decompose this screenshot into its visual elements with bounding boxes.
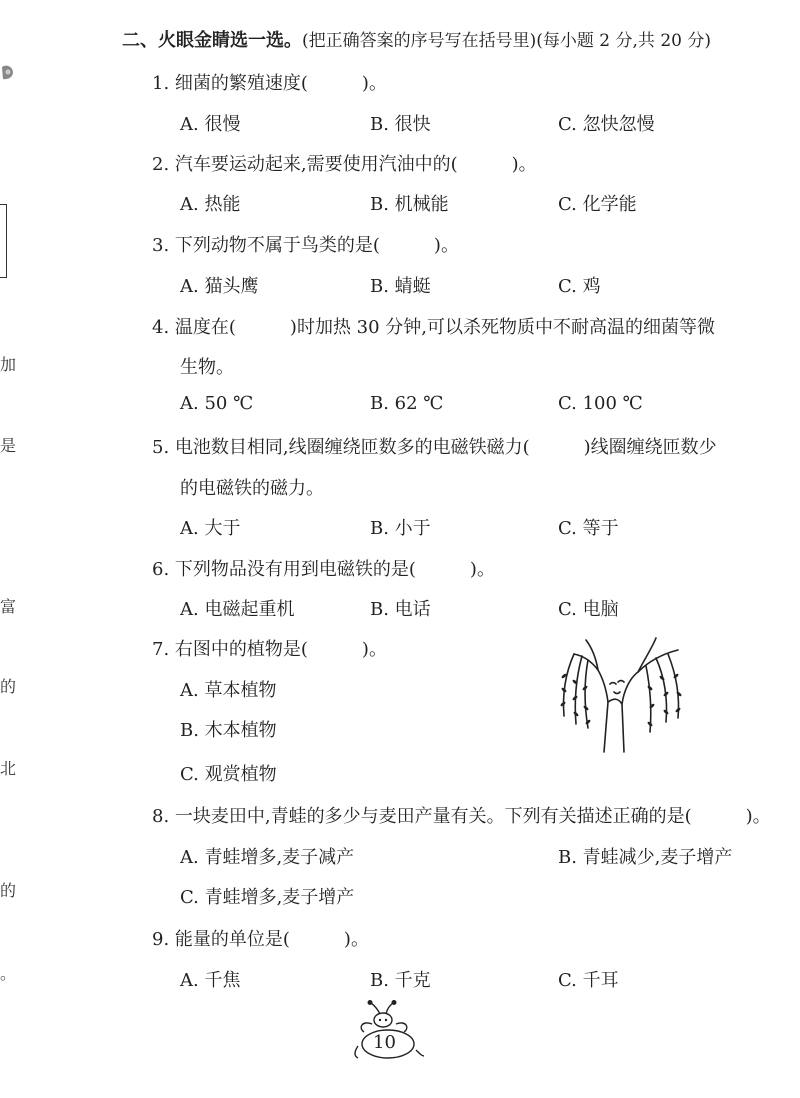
option-a: A. 青蛙增多,麦子减产 bbox=[180, 847, 355, 868]
option-b: B. 千克 bbox=[370, 970, 431, 991]
edge-char: 的 bbox=[0, 881, 17, 900]
option-a: A. 千焦 bbox=[180, 970, 241, 991]
question-stem: 5. 电池数目相同,线圈缠绕匝数多的电磁铁磁力( )线圈缠绕匝数少 bbox=[152, 437, 717, 458]
left-edge-box bbox=[0, 204, 7, 278]
option-a: A. 电磁起重机 bbox=[180, 599, 295, 620]
option-c: C. 等于 bbox=[558, 518, 619, 539]
option-a: A. 50 ℃ bbox=[180, 393, 254, 414]
option-a: A. 热能 bbox=[180, 194, 241, 215]
option-b: B. 62 ℃ bbox=[370, 393, 444, 414]
option-c: C. 忽快忽慢 bbox=[558, 114, 655, 135]
question-stem: 6. 下列物品没有用到电磁铁的是( )。 bbox=[152, 559, 495, 580]
section-title bbox=[122, 26, 711, 52]
option-c: C. 青蛙增多,麦子增产 bbox=[180, 887, 355, 908]
question-stem-continued: 的电磁铁的磁力。 bbox=[180, 478, 324, 499]
option-b: B. 青蛙减少,麦子增产 bbox=[558, 847, 733, 868]
option-b: B. 木本植物 bbox=[180, 720, 277, 741]
question-stem: 9. 能量的单位是( )。 bbox=[152, 929, 369, 950]
question-stem: 8. 一块麦田中,青蛙的多少与麦田产量有关。下列有关描述正确的是( )。 bbox=[152, 806, 771, 827]
option-b: B. 电话 bbox=[370, 599, 431, 620]
option-c: C. 鸡 bbox=[558, 276, 601, 297]
edge-char: 。 bbox=[0, 964, 17, 983]
edge-char: 富 bbox=[0, 597, 17, 616]
edge-char: 加 bbox=[0, 355, 17, 374]
option-c: C. 100 ℃ bbox=[558, 393, 643, 414]
decorative-dot-icon bbox=[0, 64, 16, 82]
option-c: C. 化学能 bbox=[558, 194, 637, 215]
question-stem: 7. 右图中的植物是( )。 bbox=[152, 639, 387, 660]
option-c: C. 观赏植物 bbox=[180, 764, 277, 785]
question-stem-continued: 生物。 bbox=[180, 357, 234, 378]
option-b: B. 蜻蜓 bbox=[370, 276, 431, 297]
option-a: A. 很慢 bbox=[180, 114, 241, 135]
option-b: B. 机械能 bbox=[370, 194, 449, 215]
option-a: A. 猫头鹰 bbox=[180, 276, 259, 297]
option-b: B. 很快 bbox=[370, 114, 431, 135]
option-a: A. 草本植物 bbox=[180, 680, 277, 701]
question-stem: 4. 温度在( )时加热 30 分钟,可以杀死物质中不耐高温的细菌等微 bbox=[152, 317, 716, 338]
option-c: C. 千耳 bbox=[558, 970, 619, 991]
page-number: 10 bbox=[373, 1032, 396, 1053]
edge-char: 是 bbox=[0, 436, 17, 455]
option-a: A. 大于 bbox=[180, 518, 241, 539]
question-stem: 3. 下列动物不属于鸟类的是( )。 bbox=[152, 235, 459, 256]
section-instruction: (把正确答案的序号写在括号里)(每小题 2 分,共 20 分) bbox=[302, 31, 711, 51]
willow-tree-illustration bbox=[552, 632, 684, 754]
option-c: C. 电脑 bbox=[558, 599, 619, 620]
question-stem: 1. 细菌的繁殖速度( )。 bbox=[152, 73, 387, 94]
question-stem: 2. 汽车要运动起来,需要使用汽油中的( )。 bbox=[152, 154, 537, 175]
edge-char: 北 bbox=[0, 759, 17, 778]
section-heading: 二、火眼金睛选一选。 bbox=[122, 30, 302, 51]
edge-char: 的 bbox=[0, 677, 17, 696]
option-b: B. 小于 bbox=[370, 518, 431, 539]
